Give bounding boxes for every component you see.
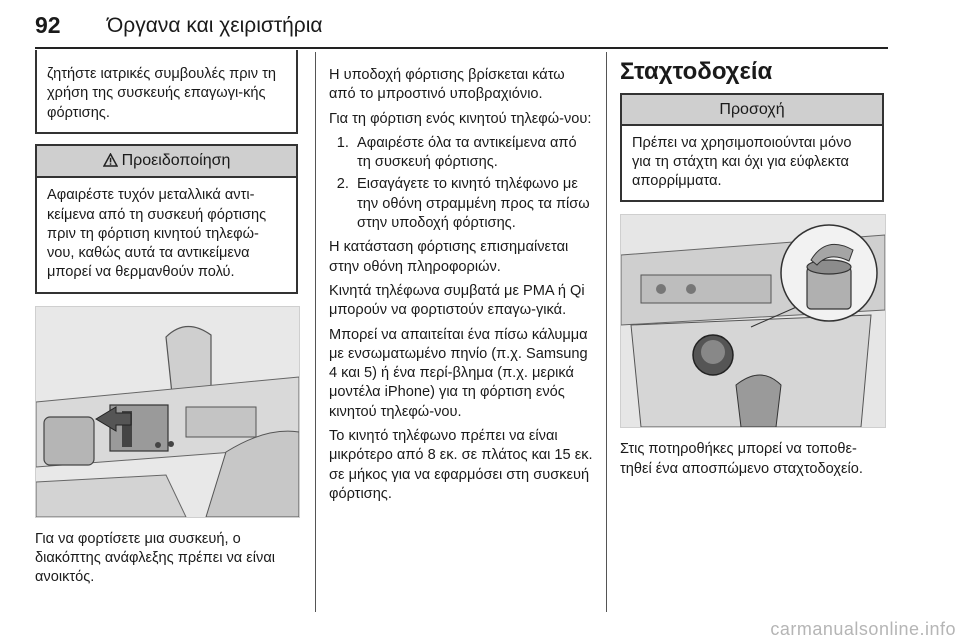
figure-caption: Στις ποτηροθήκες μπορεί να τοποθε-τηθεί ένα αποσπώμενο σταχτοδοχείο. (620, 441, 863, 477)
column-right (620, 58, 884, 484)
ashtray-illustration (620, 214, 886, 428)
caution-header: Προσοχή (622, 95, 882, 125)
page-number: 92 (35, 12, 61, 38)
warning-header (37, 146, 296, 178)
continued-note-box (35, 50, 298, 134)
paragraph: Μπορεί να απαιτείται ένα πίσω κάλυμμα με ενσωματωμένο πηνίο (π.χ. Samsung 4 και 5) ή ένα περί-βλημα (π.χ. μερικά μοντέλα iPhone) για τη φόρτιση ενός κινητού τηλεφώ-νου. (329, 326, 588, 420)
figure-caption: Για να φορτίσετε μια συσκευή, ο διακόπτης ανάφλεξης πρέπει να είναι ανοικτός. (35, 530, 276, 586)
steps-list (329, 134, 593, 233)
continued-note-text: ζητήστε ιατρικές συμβουλές πριν τη χρήση της συσκευής επαγωγι-κής φόρτισης. (47, 66, 277, 121)
watermark: carmanualsonline.info (770, 619, 956, 639)
column-divider (315, 52, 316, 612)
warning-box (35, 144, 298, 294)
paragraph: Το κινητό τηλέφωνο πρέπει να είναι μικρότερο από 8 εκ. σε πλάτος και 15 εκ. σε μήκος για να εφαρμόσει στη συσκευή φόρτισης. (329, 428, 593, 502)
caution-box (620, 93, 884, 202)
warning-triangle-icon (103, 153, 118, 172)
paragraph: Κινητά τηλέφωνα συμβατά με PMA ή Qi μπορούν να φορτιστούν επαγω-γικά. (329, 282, 585, 319)
paragraph: Για τη φόρτιση ενός κινητού τηλεφώ-νου: (329, 110, 592, 127)
column-left (35, 50, 298, 593)
list-item: 1. Αφαιρέστε όλα τα αντικείμενα από τη συσκευή φόρτισης. (353, 134, 593, 173)
column-divider (606, 52, 607, 612)
list-item: 2. Εισαγάγετε το κινητό τηλέφωνο με την οθόνη στραμμένη προς τα πίσω στην υποδοχή φόρτισης. (353, 175, 593, 233)
column-middle (329, 66, 593, 509)
warning-text: Αφαιρέστε τυχόν μεταλλικά αντι-κείμενα από τη συσκευή φόρτισης πριν τη φόρτιση κινητού τηλεφώ-νου, καθώς αυτά τα αντικείμενα μπορεί να θερμανθούν πολύ. (47, 187, 267, 281)
section-title: Όργανα και χειριστήρια (107, 14, 323, 37)
paragraph: Η υποδοχή φόρτισης βρίσκεται κάτω από το μπροστινό υποβραχιόνιο. (329, 67, 565, 103)
caution-text: Πρέπει να χρησιμοποιούνται μόνο για τη στάχτη και όχι για εύφλεκτα απορρίμματα. (632, 134, 852, 190)
header-rule (35, 47, 888, 49)
paragraph: Η κατάσταση φόρτισης επισημαίνεται στην οθόνη πληροφοριών. (329, 239, 569, 275)
warning-title: Προειδοποίηση (121, 152, 231, 169)
ashtray-heading: Σταχτοδοχεία (620, 58, 773, 85)
charging-slot-illustration (35, 306, 300, 518)
